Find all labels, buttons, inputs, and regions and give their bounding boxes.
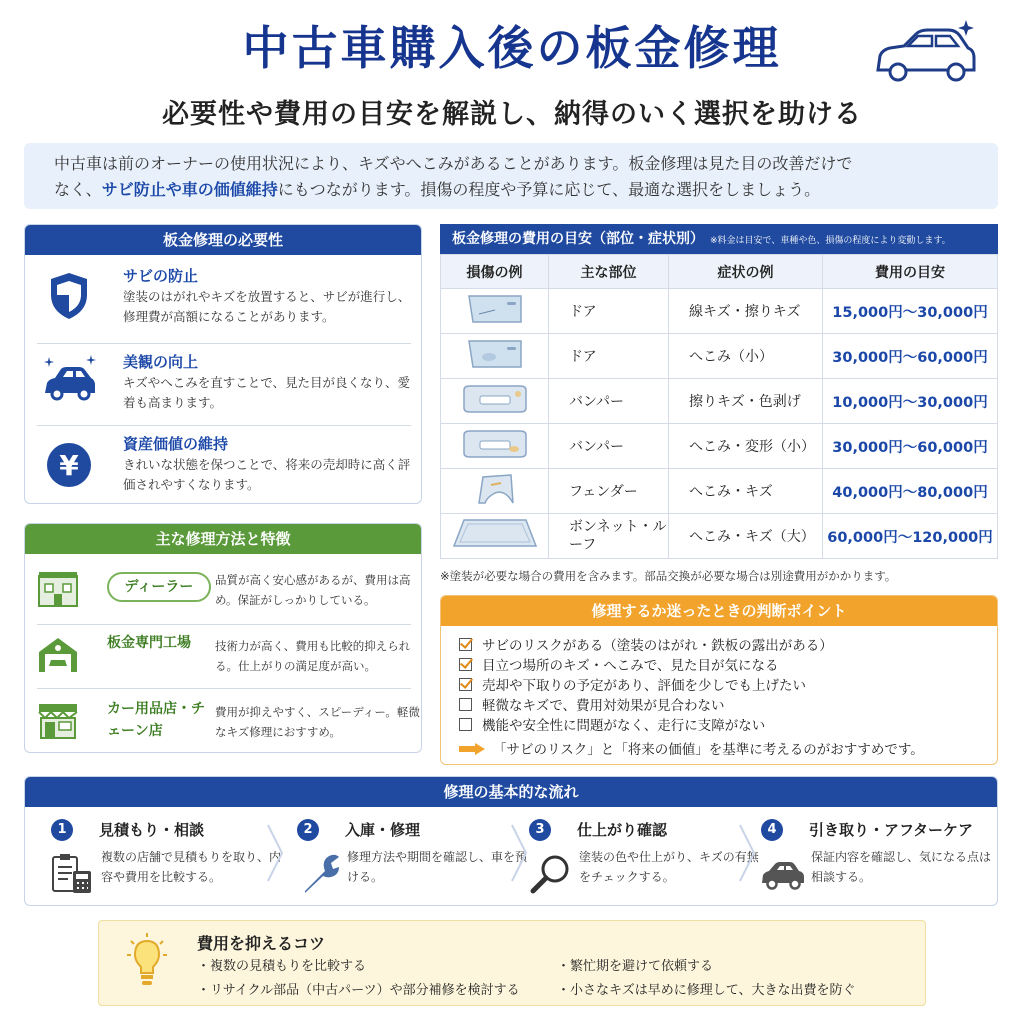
car-sparkle-icon (41, 353, 97, 409)
necessity-item-text: きれいな状態を保つことで、将来の売却時に高く評価されやすくなります。 (123, 457, 411, 492)
wrench-icon (297, 851, 341, 895)
page-title: 中古車購入後の板金修理 (242, 21, 782, 75)
necessity-item-title: サビの防止 (123, 267, 199, 285)
symptom-cell: 線キズ・擦りキズ (669, 289, 823, 334)
table-row (441, 334, 998, 379)
costs-table (440, 254, 998, 559)
car-logo-icon (870, 18, 980, 88)
price-cell: 30,000円〜60,000円 (823, 334, 998, 379)
symptom-cell: 擦りキズ・色剥げ (669, 379, 823, 424)
judge-item (459, 654, 778, 674)
tip-item: ・小さなキズは早めに修理して、大きな出費を防ぐ (557, 983, 856, 998)
table-row (441, 424, 998, 469)
necessity-panel (24, 224, 422, 504)
intro-highlight: サビ防止や車の価値維持 (101, 180, 278, 199)
column-header: 主な部位 (549, 255, 669, 289)
door-scratch-icon (465, 292, 525, 326)
method-row (25, 690, 422, 752)
intro-box (24, 143, 998, 209)
checkbox-checked-icon (459, 638, 472, 651)
price-cell: 10,000円〜30,000円 (823, 379, 998, 424)
step-number: 3 (529, 819, 551, 841)
page-subtitle: 必要性や費用の目安を解説し、納得のいく選択を助ける (162, 99, 862, 130)
step-text: 塗装の色や仕上がり、キズの有無をチェックする。 (579, 850, 759, 884)
flow-panel (24, 776, 998, 906)
table-header-row (441, 255, 998, 289)
clipboard-calculator-icon (51, 851, 95, 895)
column-header: 症状の例 (669, 255, 823, 289)
costs-heading-note: ※料金は目安で、車種や色、損傷の程度により変動します。 (710, 236, 951, 246)
garage-icon (37, 636, 79, 674)
judge-panel (440, 595, 998, 765)
methods-panel (24, 523, 422, 753)
necessity-item (25, 425, 422, 504)
dealer-building-icon (37, 570, 79, 608)
intro-text-1: 中古車は前のオーナーの使用状況により、キズやへこみがあることがあります。板金修理は見た目の改善だけで (54, 154, 853, 173)
checkbox-empty-icon (459, 698, 472, 711)
checkbox-checked-icon (459, 678, 472, 691)
method-name: 板金専門工場 (107, 635, 191, 651)
judge-item (459, 694, 724, 714)
bumper-scratch-icon (460, 382, 530, 416)
judge-item (459, 674, 806, 694)
shield-icon (41, 267, 97, 323)
symptom-cell: へこみ・キズ (669, 469, 823, 514)
flow-step (529, 815, 759, 905)
method-desc: 費用が抑えやすく、スピーディー。軽微なキズ修理におすすめ。 (215, 705, 420, 739)
judge-item-text: 機能や安全性に問題がなく、走行に支障がない (482, 718, 766, 734)
necessity-item-title: 資産価値の維持 (123, 435, 229, 453)
lightbulb-icon (125, 931, 169, 987)
tips-box (98, 920, 926, 1006)
table-row (441, 514, 998, 559)
necessity-item-text: 塗装のはがれやキズを放置すると、サビが進行し、修理費が高額になることがあります。 (123, 289, 411, 324)
necessity-item (25, 343, 422, 425)
checkbox-checked-icon (459, 658, 472, 671)
step-number: 4 (761, 819, 783, 841)
judge-item (459, 634, 833, 654)
costs-footnote: ※塗装が必要な場合の費用を含みます。部品交換が必要な場合は別途費用がかかります。 (440, 569, 897, 583)
bumper-dent-icon (460, 427, 530, 461)
part-cell: ドア (549, 289, 669, 334)
method-row (25, 624, 422, 686)
costs-heading-text: 板金修理の費用の目安（部位・症状別） (452, 231, 704, 247)
step-text: 修理方法や期間を確認し、車を預ける。 (347, 850, 528, 884)
checkbox-empty-icon (459, 718, 472, 731)
flow-step (761, 815, 991, 905)
step-number: 1 (51, 819, 73, 841)
method-name: カー用品店・チェーン店 (107, 701, 205, 739)
judge-tip-text: 「サビのリスク」と「将来の価値」を基準に考えるのがおすすめです。 (493, 742, 924, 758)
car-icon (761, 851, 805, 895)
arrow-right-icon (459, 743, 485, 755)
door-dent-icon (465, 337, 525, 371)
intro-text-2: なく、 (54, 180, 102, 199)
method-row (25, 558, 422, 620)
table-row (441, 289, 998, 334)
column-header: 損傷の例 (441, 255, 549, 289)
part-cell: フェンダー (549, 469, 669, 514)
tip-item: ・繁忙期を避けて依頼する (557, 959, 714, 974)
part-cell: バンパー (549, 424, 669, 469)
tip-item: ・複数の見積もりを比較する (197, 959, 367, 974)
price-cell: 15,000円〜30,000円 (823, 289, 998, 334)
table-row (441, 469, 998, 514)
symptom-cell: へこみ・変形（小） (669, 424, 823, 469)
part-cell: バンパー (549, 379, 669, 424)
judge-item-text: サビのリスクがある（塗装のはがれ・鉄板の露出がある） (482, 638, 833, 654)
step-title: 仕上がり確認 (577, 821, 668, 839)
judge-tip (459, 738, 924, 758)
judge-item-text: 目立つ場所のキズ・へこみで、見た目が気になる (482, 658, 779, 674)
step-text: 複数の店舗で見積もりを取り、内容や費用を比較する。 (101, 850, 282, 884)
table-row (441, 379, 998, 424)
magnifier-icon (529, 851, 573, 895)
necessity-item-title: 美観の向上 (123, 353, 199, 371)
flow-step (297, 815, 527, 905)
judge-item-text: 売却や下取りの予定があり、評価を少しでも上げたい (482, 678, 806, 694)
hood-icon (450, 516, 540, 552)
price-cell: 40,000円〜80,000円 (823, 469, 998, 514)
step-title: 引き取り・アフターケア (809, 821, 973, 839)
flow-step (51, 815, 281, 905)
costs-panel (440, 224, 998, 580)
necessity-item-text: キズやへこみを直すことで、見た目が良くなり、愛着も高まります。 (123, 375, 411, 410)
step-title: 見積もり・相談 (99, 821, 205, 839)
chevron-right-icon (265, 823, 285, 883)
column-header: 費用の目安 (823, 255, 998, 289)
yen-icon (41, 435, 97, 491)
store-icon (37, 702, 79, 740)
part-cell: ドア (549, 334, 669, 379)
method-desc: 技術力が高く、費用も比較的抑えられる。仕上がりの満足度が高い。 (215, 639, 411, 673)
price-cell: 30,000円〜60,000円 (823, 424, 998, 469)
necessity-item (25, 257, 422, 339)
judge-item-text: 軽微なキズで、費用対効果が見合わない (482, 698, 725, 714)
judge-heading: 修理するか迷ったときの判断ポイント (441, 596, 997, 626)
step-number: 2 (297, 819, 319, 841)
method-name: ディーラー (107, 572, 211, 602)
svg-text:¥: ¥ (59, 449, 79, 482)
symptom-cell: へこみ・キズ（大） (669, 514, 823, 559)
fender-icon (465, 471, 525, 507)
tips-heading: 費用を抑えるコツ (197, 934, 326, 953)
methods-heading: 主な修理方法と特徴 (25, 524, 421, 554)
step-text: 保証内容を確認し、気になる点は相談する。 (811, 850, 992, 884)
method-desc: 品質が高く安心感があるが、費用は高め。保証がしっかりしている。 (215, 573, 411, 607)
necessity-heading: 板金修理の必要性 (25, 225, 421, 255)
part-cell: ボンネット・ルーフ (549, 514, 669, 559)
chevron-right-icon (509, 823, 529, 883)
judge-item (459, 714, 765, 734)
symptom-cell: へこみ（小） (669, 334, 823, 379)
step-title: 入庫・修理 (345, 821, 421, 839)
price-cell: 60,000円〜120,000円 (823, 514, 998, 559)
flow-heading: 修理の基本的な流れ (25, 777, 997, 807)
tip-item: ・リサイクル部品（中古パーツ）や部分補修を検討する (197, 983, 520, 998)
intro-text-3: にもつながります。損傷の程度や予算に応じて、最適な選択をしましょう。 (277, 180, 821, 199)
chevron-right-icon (737, 823, 757, 883)
costs-heading (440, 224, 998, 254)
